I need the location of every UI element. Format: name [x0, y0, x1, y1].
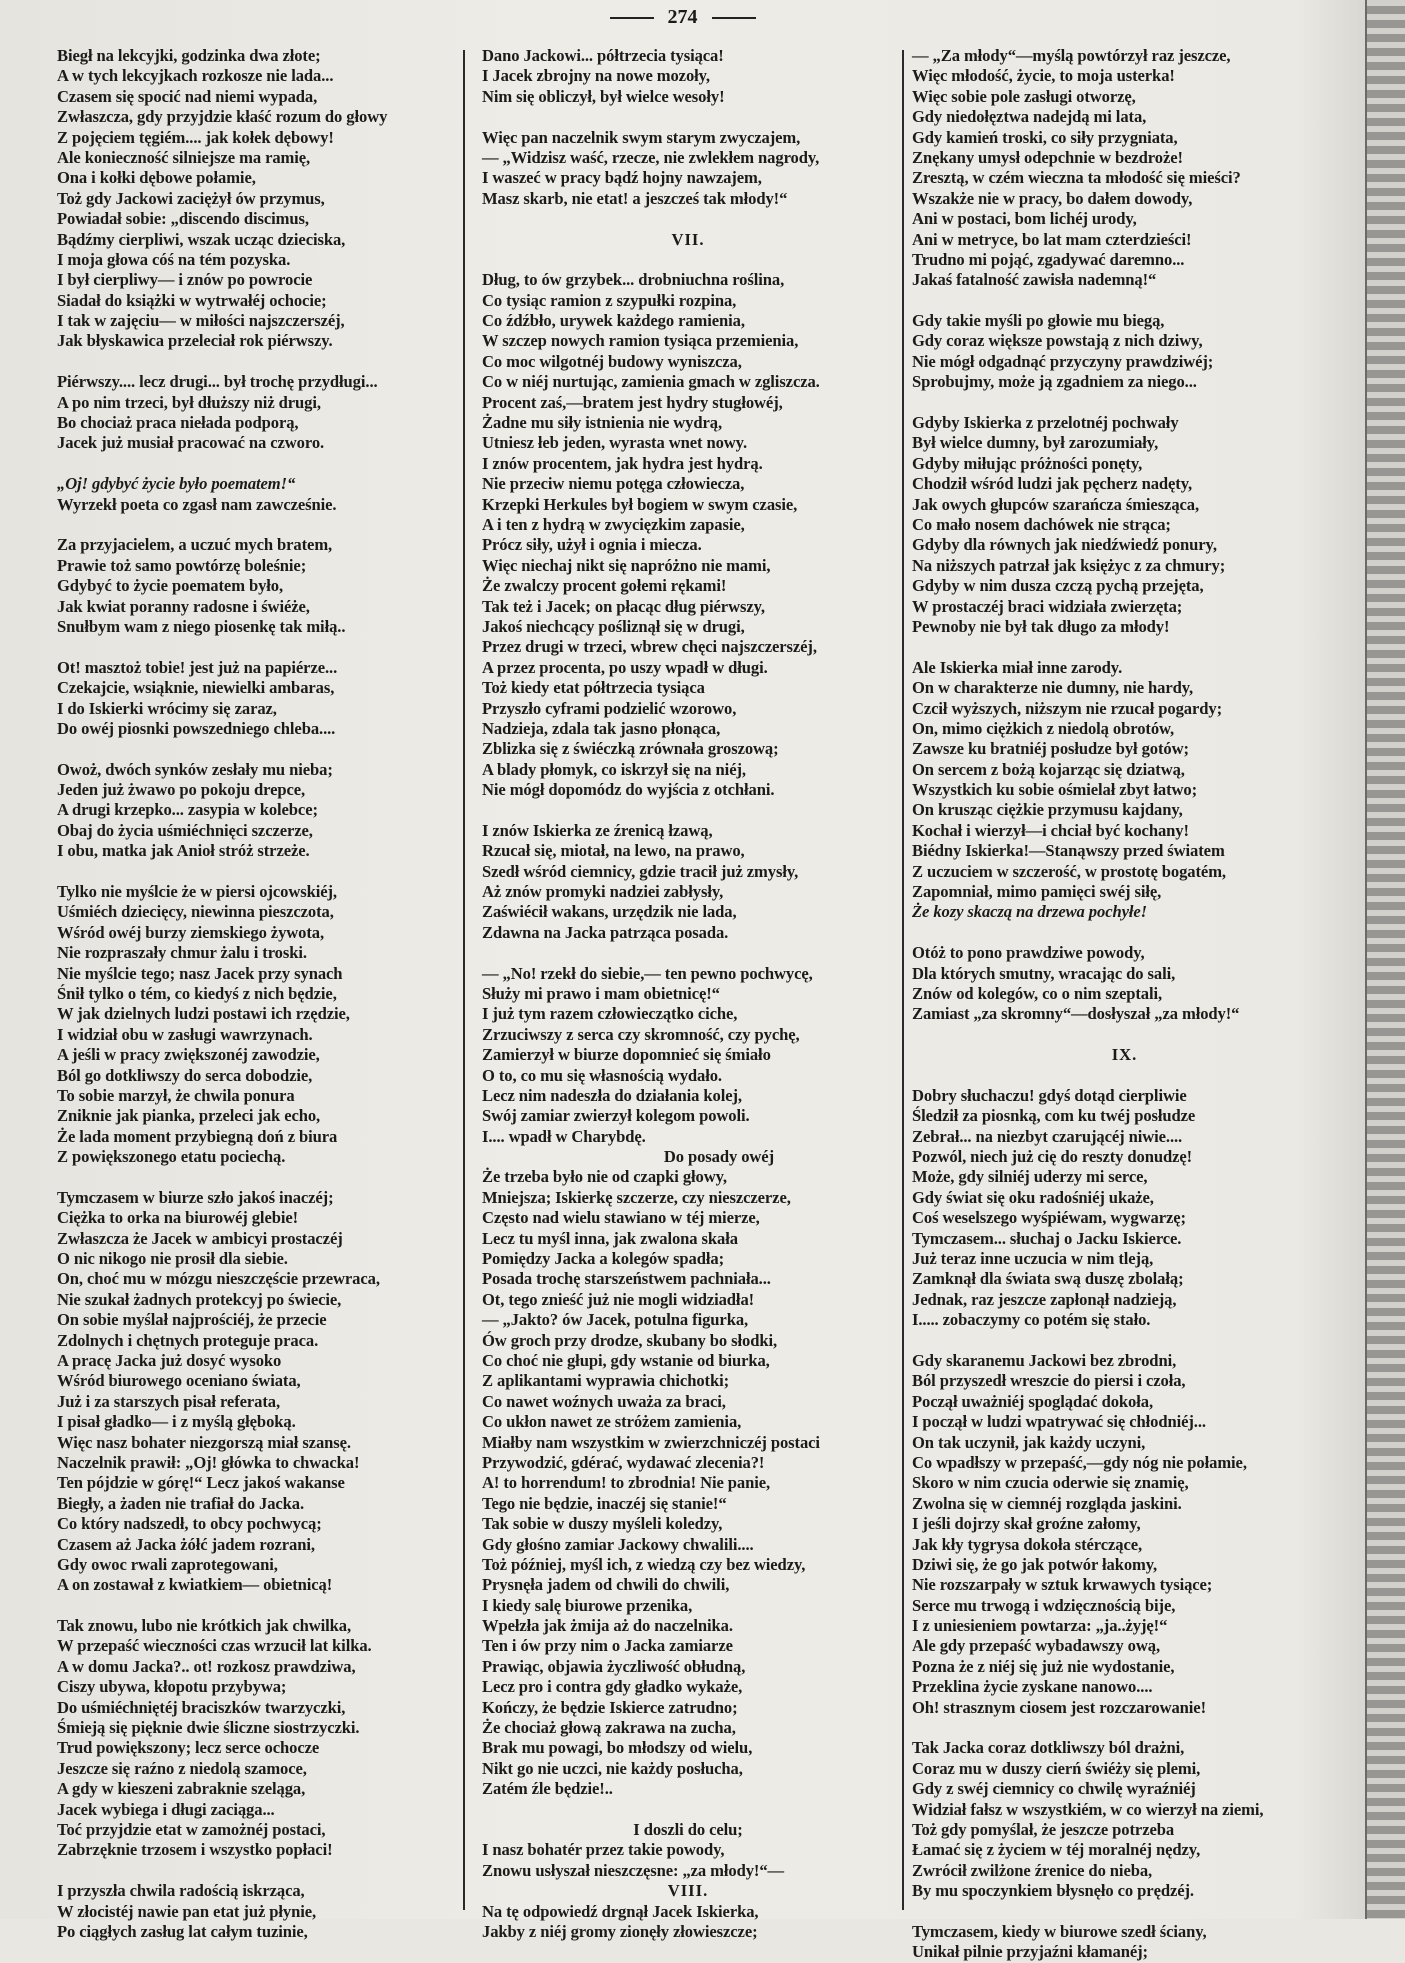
verse-line: Począł uważniéj spoglądać dokoła,	[912, 1391, 1154, 1411]
verse-line: Coś weselszego wyśpiéwam, wygwarzę;	[912, 1208, 1186, 1228]
stanza-break	[912, 291, 1337, 311]
verse-line: Zawsze ku bratniéj posłudze był gotów;	[912, 739, 1189, 759]
verse-line: Ból przyszedł wreszcie do piersi i czoła,	[912, 1371, 1186, 1391]
verse-line: A po nim trzeci, był dłuższy niż drugi,	[57, 392, 321, 412]
verse-line: Zwłaszcza, gdy przyjdzie kłaść rozum do głowy	[57, 107, 388, 127]
stanza-break	[912, 1331, 1337, 1351]
verse-line: Ciszy ubywa, kłopotu przybywa;	[57, 1677, 287, 1697]
verse-line: Toż gdy pomyślał, że jeszcze potrzeba	[912, 1819, 1175, 1839]
verse-line: On w charakterze nie dumny, nie hardy,	[912, 678, 1194, 698]
verse-line: Gdy kamień troski, co siły przygniata,	[912, 127, 1178, 147]
verse-line: Wszystkich ku sobie ośmielał zbyt łatwo;	[912, 780, 1198, 800]
stanza-break	[57, 862, 457, 882]
verse-line: Tak sobie w duszy myśleli koledzy,	[482, 1514, 723, 1534]
verse-line: I przyszła chwila radością iskrząca,	[57, 1881, 305, 1901]
verse-line: Biegły, a żaden nie trafiał do Jacka.	[57, 1493, 305, 1513]
verse-line: Bądźmy cierpliwi, wszak ucząc dzieciska,	[57, 229, 346, 249]
column-divider	[902, 50, 904, 1910]
verse-line: Trudno mi pojąć, zgadywać daremno...	[912, 249, 1185, 269]
verse-line: Wpełzła jak żmija aż do naczelnika.	[482, 1616, 733, 1636]
verse-line: Prysnęła jadem od chwili do chwili,	[482, 1575, 730, 1595]
verse-line: Nie myślcie tego; nasz Jacek przy synach	[57, 963, 343, 983]
verse-line: Co tysiąc ramion z szypułki rozpina,	[482, 290, 737, 310]
verse-line: Często nad wielu stawiano w téj mierze,	[482, 1208, 760, 1228]
verse-line: Śnił tylko o tém, co kiedyś z nich będzie,	[57, 983, 337, 1003]
section-heading: VIII.	[667, 1881, 709, 1901]
stanza-break	[912, 923, 1337, 943]
verse-line: Zwolna się w ciemnéj rozgląda jaskini.	[912, 1493, 1182, 1513]
verse-line: Kochał i wierzył—i chciał być kochany!	[912, 820, 1189, 840]
verse-line: Miałby nam wszystkim w zwierzchniczéj postaci	[482, 1432, 820, 1452]
verse-line: Co mało nosem dachówek nie strąca;	[912, 514, 1171, 534]
verse-line: I z uniesieniem powtarza: „ja..żyję!“	[912, 1616, 1168, 1636]
verse-line: A gdy w kieszeni zabraknie szeląga,	[57, 1779, 306, 1799]
verse-line: Dla których smutny, wracając do sali,	[912, 963, 1176, 983]
verse-line: Jakoś niechcący pośliznął się w drugi,	[482, 616, 745, 636]
verse-line: Ten i ów przy nim o Jacka zamiarze	[482, 1636, 733, 1656]
verse-line: Znowu usłyszał nieszczęsne: „za młody!“—	[482, 1860, 785, 1880]
verse-line: Gdyby miłując próżności ponęty,	[912, 453, 1143, 473]
verse-line: Z powiększonego etatu pociechą.	[57, 1147, 286, 1167]
header-dash-right	[712, 17, 756, 19]
verse-line: Że trzeba było nie od czapki głowy,	[482, 1167, 727, 1187]
adjacent-page-edge	[1365, 0, 1405, 1919]
verse-line: Jak kwiat poranny radosne i świéże,	[57, 596, 310, 616]
verse-line: Czcił wyższych, niższym nie rzucał pogardy;	[912, 698, 1223, 718]
verse-line: Więc pan naczelnik swym starym zwyczajem,	[482, 127, 801, 147]
verse-line: O to, co mu się własnością wydało.	[482, 1065, 722, 1085]
verse-line: Znów od kolegów, co o nim szeptali,	[912, 983, 1163, 1003]
verse-line: Piérwszy.... lecz drugi... był trochę przydługi...	[57, 372, 378, 392]
verse-line: Do owéj piosnki powszedniego chleba....	[57, 718, 336, 738]
section-heading: IX.	[1111, 1045, 1138, 1065]
verse-line: I pisał gładko— i z myślą głęboką.	[57, 1412, 296, 1432]
verse-line: Więc sobie pole zasługi otworzę,	[912, 86, 1136, 106]
stanza-break	[482, 209, 894, 229]
verse-line: Zatém źle będzie!..	[482, 1779, 613, 1799]
verse-line: Czasem aż Jacka żółć jadem rozrani,	[57, 1534, 315, 1554]
verse-line: Jeden już żwawo po pokoju drepce,	[57, 780, 306, 800]
verse-line: Trud powiększony; lecz serce ochocze	[57, 1738, 320, 1758]
stanza-break	[482, 107, 894, 127]
verse-line: Służy mi prawo i mam obietnicę!“	[482, 983, 720, 1003]
verse-line: Nikt go nie uczci, nie każdy posłucha,	[482, 1758, 743, 1778]
verse-line: On sobie myślał najprościéj, że przecie	[57, 1310, 327, 1330]
verse-line: I tak w zajęciu— w miłości najszczerszéj,	[57, 311, 345, 331]
verse-line: — „Widzisz waść, rzecze, nie zwlekłem nagrody,	[482, 147, 820, 167]
verse-line: A przez procenta, po uszy wpadł w długi.	[482, 657, 768, 677]
verse-line: Owoż, dwóch synków zesłały mu nieba;	[57, 759, 333, 779]
verse-line: I kiedy salę biurowe przenika,	[482, 1595, 693, 1615]
verse-line: Jacek już musiał pracować na czworo.	[57, 433, 325, 453]
verse-line: Wśród owéj burzy ziemskiego żywota,	[57, 922, 325, 942]
verse-line: I.... wpadł w Charybdę.	[482, 1126, 646, 1146]
verse-line: Nadzieja, zdala tak jasno płonąca,	[482, 718, 721, 738]
verse-line: Bo chociaż praca niełada podporą,	[57, 413, 299, 433]
verse-line: Pozna że z niéj się już nie wydostanie,	[912, 1656, 1175, 1676]
verse-line: Że chociaż głową zakrawa na zucha,	[482, 1718, 736, 1738]
verse-line: Gdy głośno zamiar Jackowy chwalili....	[482, 1534, 754, 1554]
verse-line: Jeszcze się raźno z niedolą szamoce,	[57, 1758, 307, 1778]
verse-line: Krzepki Herkules był bogiem w swym czasie,	[482, 494, 798, 514]
verse-line: Ciężka to orka na biurowéj glebie!	[57, 1208, 299, 1228]
verse-line: Zamierzył w biurze dopomnieć się śmiało	[482, 1045, 771, 1065]
verse-line: Gdyby dla równych jak niedźwiedź ponury,	[912, 535, 1217, 555]
verse-line: A blady płomyk, co iskrzył się na niéj,	[482, 759, 746, 779]
verse-line: Gdyby Iskierka z przelotnéj pochwały	[912, 413, 1179, 433]
verse-line: Tymczasem w biurze szło jakoś inaczéj;	[57, 1187, 334, 1207]
stanza-break	[482, 1800, 894, 1820]
verse-line: Jak kły tygrysa dokoła stérczące,	[912, 1534, 1143, 1554]
verse-line: Gdy świat się oku radośniéj ukaże,	[912, 1187, 1154, 1207]
verse-line: Lecz pro i contra gdy gładko wykaże,	[482, 1677, 743, 1697]
verse-line: Nie rozszarpały w sztuk krwawych tysiące;	[912, 1575, 1213, 1595]
verse-line: Skoro w nim czucia oderwie się znamię,	[912, 1473, 1189, 1493]
column-divider	[463, 50, 465, 1910]
verse-line: Czekajcie, wsiąknie, niewielki ambaras,	[57, 678, 335, 698]
verse-line: Przeklina życie zyskane nanowo....	[912, 1677, 1153, 1697]
stanza-break	[482, 943, 894, 963]
verse-line: Dano Jackowi... półtrzecia tysiąca!	[482, 46, 724, 65]
verse-line: Znękany umysł odepchnie w bezdroże!	[912, 147, 1183, 167]
verse-line: Nie mógł dopomódz do wyjścia z otchłani.	[482, 780, 775, 800]
verse-line: Na tę odpowiedź drgnął Jacek Iskierka,	[482, 1901, 759, 1921]
verse-line: I znów Iskierka ze źrenicą łzawą,	[482, 820, 713, 840]
stanza-break	[482, 800, 894, 820]
verse-line: „Oj! gdybyć życie było poematem!“	[57, 474, 296, 494]
verse-line: Powiadał sobie: „discendo discimus,	[57, 209, 309, 229]
verse-line: A! to horrendum! to zbrodnia! Nie panie,	[482, 1473, 771, 1493]
verse-line: On sercem z bożą kojarząc się dziatwą,	[912, 759, 1185, 779]
verse-line: Toż później, myśl ich, z wiedzą czy bez wiedzy,	[482, 1554, 806, 1574]
verse-line: Jakby z niéj gromy zionęły złowieszcze;	[482, 1921, 758, 1941]
section-heading: VII.	[671, 229, 705, 249]
verse-line: Już teraz inne uczucia w nim tleją,	[912, 1249, 1154, 1269]
verse-line: Mniejsza; Iskierkę szczerze, czy nieszczerze,	[482, 1187, 791, 1207]
verse-line: A jeśli w pracy zwiększonéj zawodzie,	[57, 1045, 320, 1065]
verse-line: Jacek wybiega i długi zaciąga...	[57, 1799, 275, 1819]
verse-line: Tak Jacka coraz dotkliwszy ból drażni,	[912, 1738, 1185, 1758]
verse-line: Posada trochę starszeństwem pachniała...	[482, 1269, 771, 1289]
verse-line: Biegł na lekcyjki, godzinka dwa złote;	[57, 46, 321, 65]
verse-line: W przepaść wieczności czas wrzucił lat kilka.	[57, 1636, 372, 1656]
verse-line: Co nawet woźnych uważa za braci,	[482, 1391, 726, 1411]
verse-line: Co moc wilgotnéj budowy wyniszcza,	[482, 351, 742, 371]
verse-line: On krusząc ciężkie przymusu kajdany,	[912, 800, 1183, 820]
verse-line: Jakaś fatalność zawisła nademną!“	[912, 270, 1157, 290]
verse-line: Więc niechaj nikt się napróżno nie mami,	[482, 555, 771, 575]
verse-line: Obaj do życia uśmiéchnięci szczerze,	[57, 820, 313, 840]
verse-line: Biédny Iskierka!—Stanąwszy przed światem	[912, 841, 1225, 861]
verse-line: W złocistéj nawie pan etat już płynie,	[57, 1901, 317, 1921]
verse-line: W szczep nowych ramion tysiąca przemienia,	[482, 331, 799, 351]
verse-line: On tak uczynił, jak każdy uczyni,	[912, 1432, 1146, 1452]
verse-line: Co który nadszedł, to obcy pochwycą;	[57, 1514, 322, 1534]
stanza-break	[57, 1596, 457, 1616]
verse-line: Zwłaszcza że Jacek w ambicyi prostaczéj	[57, 1228, 343, 1248]
verse-line: I doszli do celu;	[633, 1819, 743, 1839]
verse-line: Masz skarb, nie etat! a jeszcześ tak młody!“	[482, 188, 788, 208]
stanza-break	[57, 454, 457, 474]
verse-line: Serce mu trwogą i wdzięcznością bije,	[912, 1595, 1176, 1615]
verse-line: I widział obu w zasługi wawrzynach.	[57, 1024, 313, 1044]
verse-line: Gdy skaranemu Jackowi bez zbrodni,	[912, 1351, 1177, 1370]
verse-line: Śledził za piosnką, com ku twéj posłudze	[912, 1106, 1196, 1126]
verse-line: Widział fałsz w wszystkiém, w co wierzył na ziemi,	[912, 1799, 1264, 1819]
verse-line: I moja głowa cóś na tém pozyska.	[57, 249, 291, 269]
verse-line: Toć przyjdzie etat w zamożnéj postaci,	[57, 1819, 326, 1839]
verse-line: Tak też i Jacek; on płacąc dług piérwszy,	[482, 596, 765, 616]
verse-line: Toż kiedy etat półtrzecia tysiąca	[482, 678, 705, 698]
verse-line: Zresztą, w czém wieczna ta młodość się mieści?	[912, 168, 1241, 188]
verse-line: Co w niéj nurtując, zamienia gmach w zgliszcza.	[482, 372, 820, 392]
page-header	[0, 6, 1365, 29]
verse-line: Nie szukał żadnych protekcyj po świecie,	[57, 1289, 342, 1309]
verse-line: Wszakże nie w pracy, bo dałem dowody,	[912, 188, 1193, 208]
verse-line: Zdolnych i chętnych proteguje praca.	[57, 1330, 319, 1350]
verse-line: Na niższych patrzał jak księżyc z za chmury;	[912, 555, 1226, 575]
verse-line: By mu spoczynkiem błysnęło co prędzéj.	[912, 1881, 1194, 1901]
verse-line: Naczelnik prawił: „Oj! główka to chwacka!	[57, 1452, 360, 1472]
verse-line: Za przyjacielem, a uczuć mych bratem,	[57, 535, 333, 555]
verse-line: Nie mógł odgadnąć przyczyny prawdziwéj;	[912, 351, 1214, 371]
verse-line: — „No! rzekł do siebie,— ten pewno pochwycę,	[482, 963, 813, 983]
verse-line: Gdybyć to życie poematem było,	[57, 576, 284, 596]
verse-line: I do Iskierki wrócimy się zaraz,	[57, 698, 277, 718]
verse-line: Utniesz łeb jeden, wyrasta wnet nowy.	[482, 433, 748, 453]
verse-line: A w tych lekcyjkach rozkosze nie lada...	[57, 66, 334, 86]
verse-line: Więc nasz bohater niezgorszą miał szansę.	[57, 1432, 351, 1452]
verse-line: Zdawna na Jacka patrząca posada.	[482, 922, 729, 942]
verse-line: Ani w postaci, bom lichéj urody,	[912, 209, 1137, 229]
verse-line: Ale Iskierka miał inne zarody.	[912, 657, 1123, 677]
verse-line: I..... zobaczymy co potém się stało.	[912, 1310, 1151, 1330]
verse-line: Z uczuciem w szczerość, w prostotę bogatém,	[912, 861, 1226, 881]
verse-line: On, choć mu w mózgu nieszczęście przewraca,	[57, 1269, 380, 1289]
verse-line: Śmieją się pięknie dwie śliczne siostrzyczki.	[57, 1718, 360, 1738]
verse-line: I waszeć w pracy bądź hojny nawzajem,	[482, 168, 762, 188]
verse-line: Co wpadłszy w przepaść,—gdy nóg nie połamie,	[912, 1452, 1247, 1472]
verse-line: Gdy takie myśli po głowie mu biegą,	[912, 311, 1165, 331]
verse-line: W prostaczéj braci widziała zwierzęta;	[912, 596, 1183, 616]
verse-line: Chodził wśród ludzi jak pęcherz nadęty,	[912, 474, 1193, 494]
verse-line: Gdy coraz większe powstają z nich dziwy,	[912, 331, 1203, 351]
verse-line: A pracę Jacka już dosyć wysoko	[57, 1351, 282, 1370]
stanza-break	[57, 739, 457, 759]
verse-line: Nim się obliczył, był wielce wesoły!	[482, 86, 725, 106]
verse-line: I już tym razem człowieczątko ciche,	[482, 1004, 738, 1024]
verse-line: Przez drugi w trzeci, wbrew chęci najszczerszéj,	[482, 637, 817, 657]
verse-line: Snułbym wam z niego piosenkę tak miłą..	[57, 616, 346, 636]
verse-line: Lecz tu myśl inna, jak zwalona skała	[482, 1228, 738, 1248]
verse-line: Może, gdy silniéj uderzy mi serce,	[912, 1167, 1148, 1187]
verse-line: Otóż to pono prawdziwe powody,	[912, 943, 1145, 963]
verse-line: Tak znowu, lubo nie krótkich jak chwilka,	[57, 1616, 352, 1636]
verse-line: Ale konieczność silniejsze ma ramię,	[57, 147, 311, 167]
verse-line: Brak mu powagi, bo młodszy od wielu,	[482, 1738, 753, 1758]
verse-line: O nic nikogo nie prosił dla siebie.	[57, 1249, 288, 1269]
verse-line: Rzucał się, miotał, na lewo, na prawo,	[482, 841, 745, 861]
verse-line: I był cierpliwy— i znów po powrocie	[57, 270, 313, 290]
verse-line: Już i za starszych pisał referata,	[57, 1391, 281, 1411]
verse-line: Z aplikantami wyprawia chichotki;	[482, 1371, 730, 1391]
verse-line: I znów procentem, jak hydra jest hydrą.	[482, 453, 763, 473]
verse-line: Ale gdy przepaść wybadawszy ową,	[912, 1636, 1161, 1656]
verse-line: Tego nie będzie, inaczéj się stanie!“	[482, 1493, 727, 1513]
verse-line: I obu, matka jak Anioł stróż strzeże.	[57, 841, 310, 861]
verse-line: Co źdźbło, urywek każdego ramienia,	[482, 311, 745, 331]
verse-line: Gdy niedołęztwa nadejdą mi lata,	[912, 107, 1147, 127]
verse-line: Jak owych głupców szarańcza śmiesząca,	[912, 494, 1200, 514]
verse-line: Swój zamiar zwierzył kolegom powoli.	[482, 1106, 750, 1126]
verse-line: Prawie toż samo powtórzę boleśnie;	[57, 555, 307, 575]
verse-line: On, mimo ciężkich z niedolą obrotów,	[912, 718, 1175, 738]
verse-line: Do uśmiéchniętéj braciszków twarzyczki,	[57, 1697, 346, 1717]
verse-line: I począł w ludzi wpatrywać się chłodniéj...	[912, 1412, 1206, 1432]
verse-line: Pomiędzy Jacka a kolegów spadła;	[482, 1249, 725, 1269]
verse-line: Siadał do książki w wytrwałéj ochocie;	[57, 290, 327, 310]
verse-line: Prócz siły, użył i ognia i miecza.	[482, 535, 702, 555]
verse-line: A drugi krzepko... zasypia w kolebce;	[57, 800, 318, 820]
verse-line: Żadne mu siły istnienia nie wydrą,	[482, 413, 723, 433]
verse-line: Że lada moment przybiegną doń z biura	[57, 1126, 338, 1146]
stanza-break	[57, 1167, 457, 1187]
verse-line: Czasem się spocić nad niemi wypada,	[57, 86, 318, 106]
stanza-break	[57, 1861, 457, 1881]
stanza-break	[482, 250, 894, 270]
verse-line: Ani w metryce, bo lat mam czterdzieści!	[912, 229, 1192, 249]
stanza-break	[912, 1066, 1337, 1086]
page-number: 274	[667, 6, 698, 28]
verse-line: Ten pójdzie w górę!“ Lecz jakoś wakanse	[57, 1473, 345, 1493]
verse-line: Że zwalczy procent gołemi rękami!	[482, 576, 727, 596]
stanza-break	[57, 352, 457, 372]
stanza-break	[912, 637, 1337, 657]
verse-line: Gdy z swéj ciemnicy co chwilę wyraźniéj	[912, 1779, 1196, 1799]
verse-line: Zblizka się z świéczką zrównała groszową;	[482, 739, 779, 759]
verse-line: Kończy, że będzie Iskierce zatrudno;	[482, 1697, 738, 1717]
verse-line: A on zostawał z kwiatkiem— obietnicą!	[57, 1575, 333, 1595]
verse-line: Zwrócił zwilżone źrenice do nieba,	[912, 1860, 1153, 1880]
verse-line: Zrzuciwszy z serca czy skromność, czy pychę,	[482, 1024, 800, 1044]
verse-line: Procent zaś,—bratem jest hydry stugłowéj,	[482, 392, 783, 412]
verse-line: Zaświécił wakans, urzędzik nie lada,	[482, 902, 737, 922]
verse-line: Tymczasem, kiedy w biurowe szedł ściany,	[912, 1921, 1207, 1941]
verse-line: Dług, to ów grzybek... drobniuchna roślina,	[482, 270, 785, 290]
verse-line: A i ten z hydrą w zwycięzkim zapasie,	[482, 514, 745, 534]
verse-line: Dobry słuchaczu! gdyś dotąd cierpliwie	[912, 1085, 1187, 1105]
verse-line: Przyszło cyframi podzielić wzorowo,	[482, 698, 737, 718]
verse-line: Po ciągłych zasług lat całym tuzinie,	[57, 1921, 308, 1941]
verse-line: Zamknął dla świata swą duszę zbolałą;	[912, 1269, 1184, 1289]
verse-line: Wśród biurowego oceniano świata,	[57, 1371, 301, 1391]
verse-line: Ot! masztoż tobie! jest już na papiérze...	[57, 657, 338, 677]
verse-line: W jak dzielnych ludzi postawi ich rzędzie,	[57, 1004, 350, 1024]
verse-line: Oh! strasznym ciosem jest rozczarowanie!	[912, 1697, 1206, 1717]
stanza-break	[912, 393, 1337, 413]
header-dash-left	[610, 17, 654, 19]
verse-line: Przywodzić, gdérać, wydawać zlecenia?!	[482, 1452, 765, 1472]
verse-line: Tylko nie myślcie że w piersi ojcowskiéj,	[57, 882, 337, 902]
verse-line: Gdy owoc rwali zaprotegowani,	[57, 1554, 278, 1574]
verse-line: Że kozy skaczą na drzewa pochyłe!	[912, 902, 1147, 922]
verse-line: Co ukłon nawet ze stróżem zamienia,	[482, 1412, 742, 1432]
verse-line: Jednak, raz jeszcze zapłonął nadzieją,	[912, 1289, 1177, 1309]
verse-line: Jak błyskawica przeleciał rok piérwszy.	[57, 331, 333, 351]
verse-line: Pozwól, niech już cię do reszty donudzę!	[912, 1147, 1193, 1167]
verse-line: Zabrzęknie trzosem i wszystko popłaci!	[57, 1840, 333, 1860]
verse-line: Lecz nim nadeszła do działania kolej,	[482, 1085, 742, 1105]
verse-line: Łamać się z życiem w téj moralnéj nędzy,	[912, 1840, 1201, 1860]
verse-line: Tymczasem... słuchaj o Jacku Iskierce.	[912, 1228, 1182, 1248]
verse-line: Zebrał... na niezbyt czarującéj niwie....	[912, 1126, 1183, 1146]
stanza-break	[912, 1718, 1337, 1738]
verse-line: Ot, tego znieść już nie mogli widziadła!	[482, 1289, 755, 1309]
text-column-2	[482, 46, 894, 1942]
verse-line: Toż gdy Jackowi zaciężył ów przymus,	[57, 188, 325, 208]
verse-line: Gdyby w nim dusza czczą pychą przejęta,	[912, 576, 1204, 596]
verse-line: I Jacek zbrojny na nowe mozoły,	[482, 66, 710, 86]
verse-line: Do posady owéj	[663, 1147, 774, 1167]
verse-line: Wyrzekł poeta co zgasł nam zawcześnie.	[57, 494, 337, 514]
verse-line: Ból go dotkliwszy do serca dobodzie,	[57, 1065, 313, 1085]
verse-line: Sprobujmy, może ją zgadniem za niego...	[912, 372, 1197, 392]
stanza-break	[912, 1025, 1337, 1045]
verse-line: Uśmiéch dziecięcy, niewinna pieszczota,	[57, 902, 334, 922]
stanza-break	[57, 515, 457, 535]
verse-line: Dziwi się, że go jak potwór łakomy,	[912, 1554, 1158, 1574]
verse-line: — „Jakto? ów Jacek, potulna figurka,	[482, 1310, 749, 1330]
verse-line: Zamiast „za skromny“—dosłyszał „za młody!“	[912, 1004, 1240, 1024]
verse-line: To sobie marzył, że chwila ponura	[57, 1085, 295, 1105]
verse-line: Ów groch przy drodze, skubany bo słodki,	[482, 1330, 778, 1350]
verse-line: Co choć nie głupi, gdy wstanie od biurka,	[482, 1351, 770, 1370]
verse-line: Zapomniał, mimo pamięci swéj siłę,	[912, 882, 1162, 902]
verse-line: Nie przeciw niemu potęga człowiecza,	[482, 474, 745, 494]
verse-line: I jeśli dojrzy skał groźne załomy,	[912, 1514, 1141, 1534]
verse-line: Prawiąc, objawia życzliwość obłudną,	[482, 1656, 746, 1676]
verse-line: — „Za młody“—myślą powtórzył raz jeszcze,	[912, 46, 1231, 65]
verse-line: Aż znów promyki nadziei zabłysły,	[482, 882, 724, 902]
verse-line: Pewnoby nie był tak długo za młody!	[912, 616, 1170, 636]
stanza-break	[57, 637, 457, 657]
verse-line: A w domu Jacka?.. ot! rozkosz prawdziwa,	[57, 1656, 356, 1676]
verse-line: I nasz bohatér przez takie powody,	[482, 1840, 725, 1860]
verse-line: Więc młodość, życie, to moja usterka!	[912, 66, 1175, 86]
verse-line: Z pojęciem tęgiém.... jak kołek dębowy!	[57, 127, 334, 147]
verse-line: Zniknie jak pianka, przeleci jak echo,	[57, 1106, 321, 1126]
verse-line: Coraz mu w duszy cierń świéży się plemi,	[912, 1758, 1201, 1778]
verse-line: Nie rozpraszały chmur żalu i troski.	[57, 943, 307, 963]
text-column-1	[57, 46, 457, 1942]
verse-line: Szedł wśród ciemnicy, gdzie tracił już zmysły,	[482, 861, 799, 881]
verse-line: Unikał pilnie przyjaźni kłamanéj;	[912, 1942, 1148, 1962]
text-column-3	[912, 46, 1337, 1963]
verse-line: Był wielce dumny, był zarozumiały,	[912, 433, 1159, 453]
verse-line: Ona i kołki dębowe połamie,	[57, 168, 256, 188]
